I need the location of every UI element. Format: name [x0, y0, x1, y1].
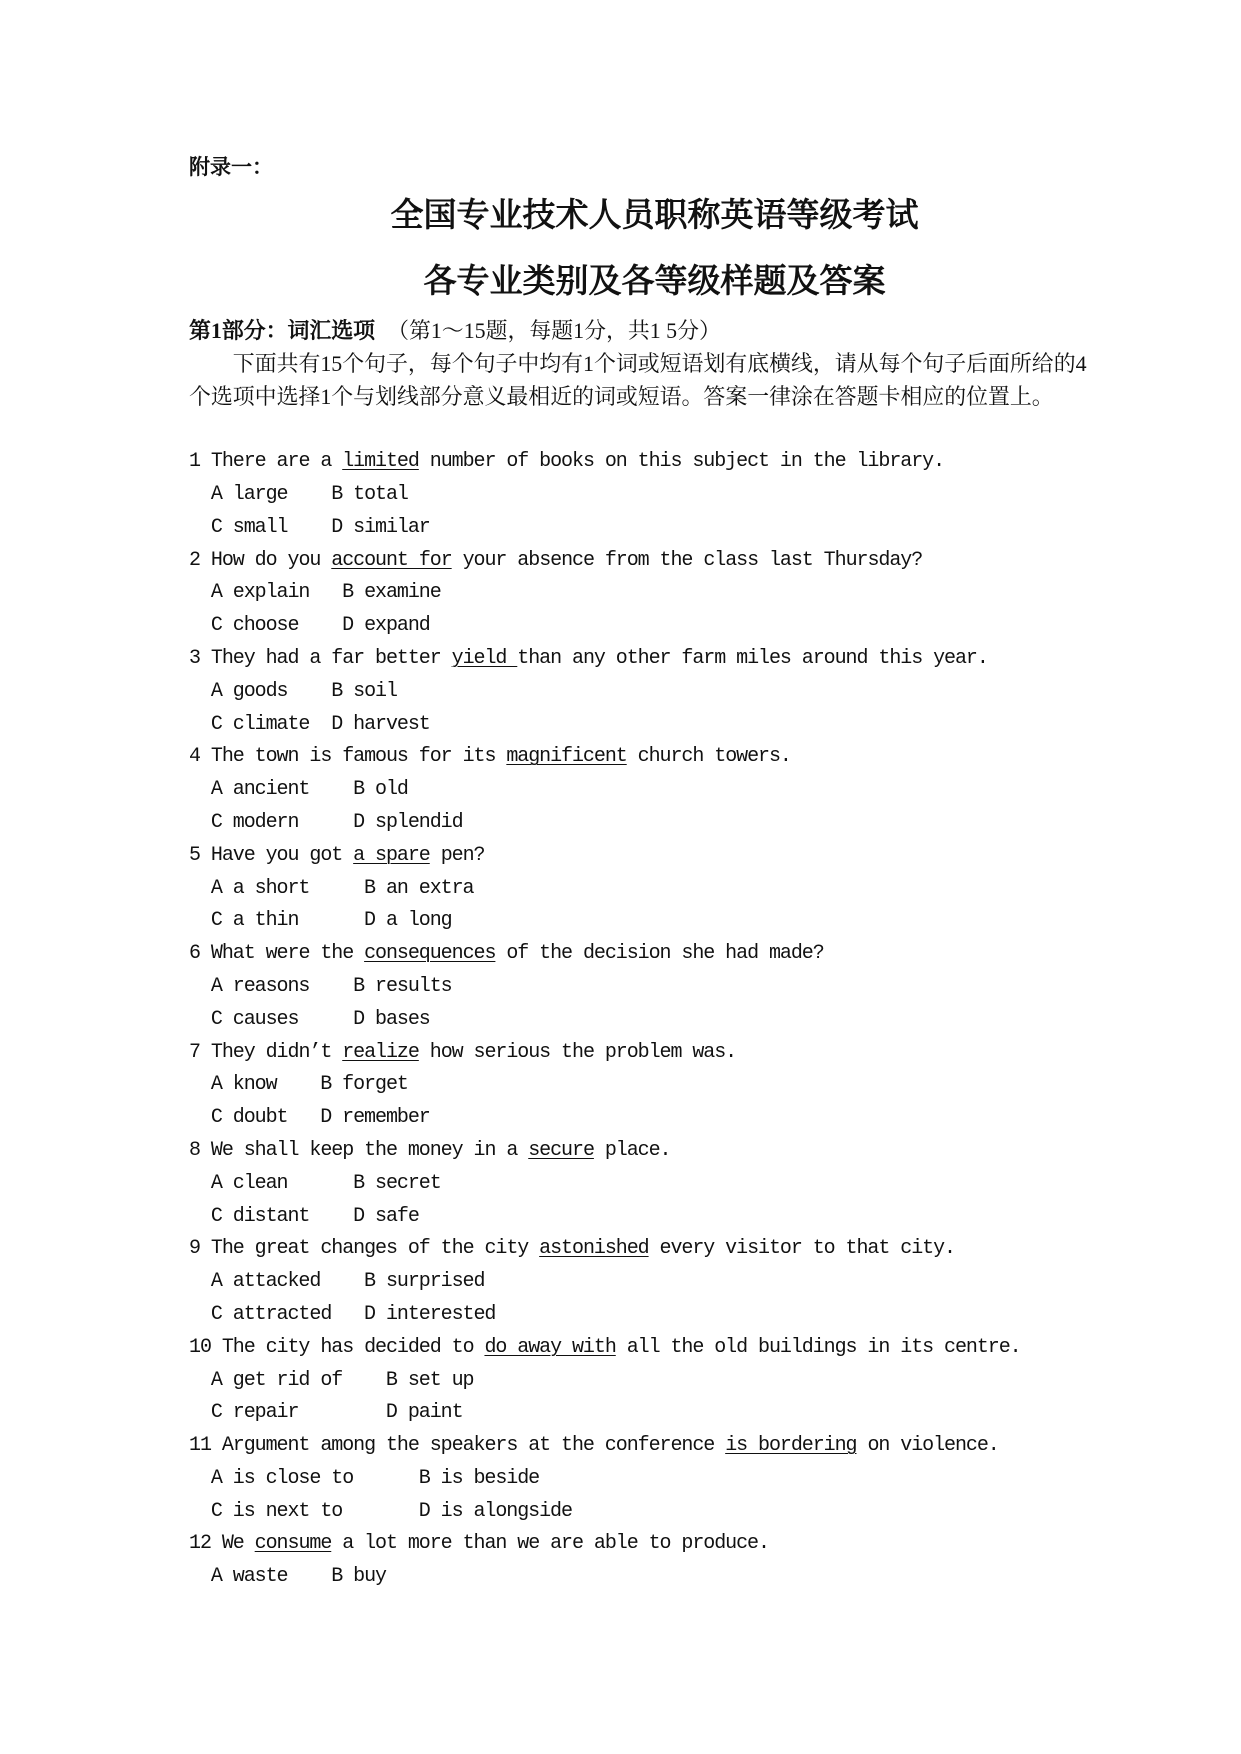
- option-letter: A: [210, 974, 222, 998]
- option-text: is beside: [440, 1466, 540, 1490]
- option-b: [331, 676, 397, 709]
- question-stem: [189, 446, 1120, 479]
- option-letter: B: [385, 1368, 397, 1392]
- option-a: [211, 774, 310, 807]
- option-text: an extra: [385, 876, 474, 900]
- option-c: [211, 1299, 331, 1332]
- option-text: soil: [353, 679, 397, 703]
- option-text: secret: [375, 1171, 441, 1195]
- option-c: [211, 1004, 299, 1037]
- option-b: [353, 1168, 441, 1201]
- question-text-after: of the decision she had made?: [495, 942, 824, 966]
- option-letter: D: [320, 1106, 332, 1130]
- option-row: [189, 873, 1120, 906]
- section-heading: 第1部分：词汇选项: [189, 318, 376, 343]
- question-text-after: a lot more than we are able to produce.: [331, 1532, 769, 1556]
- option-text: remember: [342, 1106, 430, 1130]
- option-d: [353, 1201, 419, 1234]
- question-stem: [189, 1332, 1120, 1365]
- question-text-before: The great changes of the city: [210, 1237, 540, 1261]
- question-number: 5: [189, 843, 200, 867]
- option-b: [342, 577, 441, 610]
- option-text: causes: [232, 1007, 299, 1031]
- question-6: [189, 938, 1120, 1036]
- option-letter: A: [210, 581, 222, 605]
- option-d: [364, 1299, 495, 1332]
- option-row: [189, 1168, 1120, 1201]
- underlined-term: yield: [451, 646, 518, 670]
- option-row: [189, 774, 1120, 807]
- option-row: [189, 971, 1120, 1004]
- question-text-before: They didn’t: [210, 1040, 343, 1064]
- underlined-term: is bordering: [725, 1434, 857, 1458]
- option-row: [189, 1004, 1120, 1037]
- option-text: harvest: [353, 712, 430, 736]
- question-stem: [189, 545, 1120, 578]
- underlined-term: do away with: [484, 1335, 616, 1359]
- option-text: waste: [232, 1565, 288, 1589]
- question-text-after: church towers.: [626, 745, 791, 769]
- question-text-after: on violence.: [856, 1434, 999, 1458]
- option-letter: D: [353, 810, 365, 834]
- option-letter: D: [331, 515, 343, 539]
- option-text: a long: [385, 909, 452, 933]
- question-number: 7: [189, 1040, 200, 1064]
- question-stem: [189, 1528, 1120, 1561]
- option-a: [211, 577, 310, 610]
- question-number: 11: [189, 1434, 211, 1458]
- option-letter: C: [210, 1401, 222, 1425]
- option-letter: A: [210, 1171, 222, 1195]
- question-text-after: than any other farm miles around this year.: [517, 646, 988, 670]
- option-letter: A: [210, 482, 222, 506]
- question-11: [189, 1430, 1120, 1528]
- option-c: [211, 807, 299, 840]
- option-a: [211, 1365, 342, 1398]
- question-4: [189, 741, 1120, 839]
- option-text: expand: [364, 614, 430, 638]
- question-text-after: all the old buildings in its centre.: [615, 1335, 1021, 1359]
- option-letter: A: [210, 876, 222, 900]
- question-number: 8: [189, 1138, 200, 1162]
- option-text: choose: [232, 614, 299, 638]
- instructions-line-1: 下面共有15个句子，每个句子中均有1个词或短语划有底横线，请从每个句子后面所给的4: [232, 350, 1087, 376]
- question-number: 3: [189, 646, 200, 670]
- option-letter: D: [364, 1302, 375, 1326]
- option-letter: C: [210, 712, 222, 736]
- option-row: [189, 1561, 1120, 1594]
- option-letter: A: [210, 778, 222, 802]
- option-text: small: [232, 515, 288, 539]
- option-row: [189, 1397, 1120, 1430]
- option-d: [386, 1397, 463, 1430]
- option-text: buy: [353, 1565, 386, 1589]
- question-number: 6: [189, 942, 200, 966]
- option-letter: D: [385, 1401, 397, 1425]
- option-c: [211, 905, 299, 938]
- question-text-before: Have you got: [210, 843, 354, 867]
- option-text: safe: [375, 1204, 419, 1228]
- option-a: [211, 873, 310, 906]
- option-text: forget: [342, 1073, 408, 1097]
- option-c: [211, 709, 310, 742]
- option-letter: B: [331, 1565, 343, 1589]
- option-row: [189, 1069, 1120, 1102]
- option-d: [364, 905, 452, 938]
- option-d: [331, 512, 430, 545]
- option-row: [189, 1463, 1120, 1496]
- option-text: examine: [364, 581, 441, 605]
- option-row: [189, 1299, 1120, 1332]
- option-text: is close to: [232, 1466, 354, 1490]
- question-10: [189, 1332, 1120, 1430]
- appendix-label: 附录一：: [189, 155, 273, 179]
- option-text: know: [232, 1073, 277, 1097]
- question-number: 10: [189, 1335, 211, 1359]
- underlined-term: limited: [342, 450, 419, 474]
- option-c: [211, 1496, 342, 1529]
- question-text-after: place.: [593, 1138, 671, 1162]
- question-text-before: We: [221, 1532, 255, 1556]
- option-text: splendid: [375, 810, 463, 834]
- underlined-term: astonished: [539, 1237, 649, 1261]
- option-letter: D: [353, 1007, 365, 1031]
- option-row: [189, 610, 1120, 643]
- question-text-after: how serious the problem was.: [418, 1040, 737, 1064]
- question-5: [189, 840, 1120, 938]
- option-text: ancient: [232, 778, 310, 802]
- option-row: [189, 1266, 1120, 1299]
- option-d: [353, 1004, 430, 1037]
- underlined-term: a spare: [353, 843, 430, 867]
- option-letter: C: [210, 1204, 222, 1228]
- option-c: [211, 1397, 299, 1430]
- option-letter: D: [353, 1204, 365, 1228]
- section-score-note: （第1～15题，每题1分，共1 5分）: [387, 318, 721, 343]
- option-letter: A: [210, 1270, 222, 1294]
- option-text: large: [232, 482, 288, 506]
- option-b: [353, 774, 408, 807]
- option-text: modern: [232, 810, 299, 834]
- option-b: [364, 1266, 484, 1299]
- question-stem: [189, 1037, 1120, 1070]
- option-b: [331, 479, 408, 512]
- option-d: [342, 610, 430, 643]
- question-8: [189, 1135, 1120, 1233]
- option-letter: A: [210, 1368, 222, 1392]
- option-row: [189, 577, 1120, 610]
- question-stem: [189, 1233, 1120, 1266]
- option-row: [189, 479, 1120, 512]
- option-letter: B: [331, 679, 343, 703]
- option-row: [189, 807, 1120, 840]
- instructions-line-2: 个选项中选择1个与划线部分意义最相近的词或短语。答案一律涂在答题卡相应的位置上。: [189, 383, 1054, 409]
- option-letter: A: [210, 1073, 222, 1097]
- question-text-before: There are a: [210, 450, 343, 474]
- question-number: 2: [189, 548, 200, 572]
- question-number: 12: [189, 1532, 211, 1556]
- title-line-2: 各专业类别及各等级样题及答案: [423, 264, 886, 300]
- option-letter: B: [342, 581, 354, 605]
- option-letter: B: [353, 974, 365, 998]
- option-text: results: [375, 974, 452, 998]
- option-letter: C: [210, 909, 222, 933]
- underlined-term: realize: [342, 1040, 419, 1064]
- option-c: [211, 512, 288, 545]
- option-text: distant: [232, 1204, 310, 1228]
- option-letter: A: [210, 679, 222, 703]
- option-letter: C: [210, 1106, 222, 1130]
- option-letter: B: [353, 778, 365, 802]
- question-text-before: The town is famous for its: [210, 745, 507, 769]
- question-text-after: number of books on this subject in the library.: [418, 450, 945, 474]
- underlined-term: account for: [331, 548, 452, 572]
- option-d: [331, 709, 430, 742]
- option-a: [211, 1561, 288, 1594]
- option-letter: B: [364, 1270, 375, 1294]
- question-number: 4: [189, 745, 200, 769]
- option-a: [211, 1168, 288, 1201]
- option-letter: B: [353, 1171, 365, 1195]
- option-row: [189, 905, 1120, 938]
- question-text-before: What were the: [210, 942, 365, 966]
- option-letter: B: [364, 876, 375, 900]
- option-a: [211, 676, 288, 709]
- option-letter: B: [331, 482, 343, 506]
- option-letter: D: [364, 909, 375, 933]
- option-text: set up: [407, 1368, 474, 1392]
- option-text: a short: [232, 876, 310, 900]
- option-b: [386, 1365, 474, 1398]
- option-text: attacked: [232, 1270, 321, 1294]
- question-number: 9: [189, 1237, 200, 1261]
- option-text: attracted: [232, 1302, 332, 1326]
- underlined-term: consume: [254, 1532, 332, 1556]
- option-letter: A: [210, 1565, 222, 1589]
- option-text: bases: [375, 1007, 430, 1031]
- option-d: [320, 1102, 429, 1135]
- question-text-after: your absence from the class last Thursday?: [451, 548, 923, 572]
- question-stem: [189, 840, 1120, 873]
- document-body: [189, 315, 1120, 1594]
- option-c: [211, 610, 299, 643]
- option-letter: D: [331, 712, 343, 736]
- option-c: [211, 1102, 288, 1135]
- question-text-after: pen?: [429, 843, 485, 867]
- question-stem: [189, 1135, 1120, 1168]
- question-text-before: We shall keep the money in a: [210, 1138, 529, 1162]
- question-stem: [189, 938, 1120, 971]
- option-text: a thin: [232, 909, 299, 933]
- option-text: is alongside: [440, 1499, 572, 1523]
- option-d: [353, 807, 462, 840]
- option-text: climate: [232, 712, 310, 736]
- question-text-before: They had a far better: [210, 646, 452, 670]
- question-7: [189, 1037, 1120, 1135]
- option-letter: C: [210, 810, 222, 834]
- option-row: [189, 512, 1120, 545]
- underlined-term: secure: [528, 1138, 594, 1162]
- option-row: [189, 1102, 1120, 1135]
- option-row: [189, 1365, 1120, 1398]
- option-b: [419, 1463, 539, 1496]
- option-b: [331, 1561, 386, 1594]
- question-text-before: Argument among the speakers at the conference: [221, 1434, 726, 1458]
- option-text: get rid of: [232, 1368, 343, 1392]
- option-letter: C: [210, 1499, 222, 1523]
- question-9: [189, 1233, 1120, 1331]
- option-b: [364, 873, 473, 906]
- question-1: [189, 446, 1120, 544]
- option-a: [211, 479, 288, 512]
- option-d: [419, 1496, 572, 1529]
- option-row: [189, 709, 1120, 742]
- option-b: [320, 1069, 408, 1102]
- underlined-term: magnificent: [506, 745, 627, 769]
- question-3: [189, 643, 1120, 741]
- option-letter: B: [320, 1073, 332, 1097]
- question-2: [189, 545, 1120, 643]
- option-letter: A: [210, 1466, 222, 1490]
- option-text: is next to: [232, 1499, 343, 1523]
- option-letter: C: [210, 614, 222, 638]
- option-a: [211, 971, 310, 1004]
- option-letter: C: [210, 1302, 222, 1326]
- option-letter: C: [210, 515, 222, 539]
- option-row: [189, 676, 1120, 709]
- underlined-term: consequences: [364, 942, 496, 966]
- question-text-before: The city has decided to: [221, 1335, 485, 1359]
- option-text: surprised: [385, 1270, 485, 1294]
- option-text: explain: [232, 581, 310, 605]
- option-letter: B: [418, 1466, 430, 1490]
- option-row: [189, 1201, 1120, 1234]
- option-c: [211, 1201, 310, 1234]
- option-text: reasons: [232, 974, 310, 998]
- blank-line: [189, 413, 1120, 446]
- question-text-after: every visitor to that city.: [648, 1237, 955, 1261]
- option-a: [211, 1266, 320, 1299]
- option-text: goods: [232, 679, 288, 703]
- question-12: [189, 1528, 1120, 1594]
- option-text: interested: [385, 1302, 496, 1326]
- question-stem: [189, 741, 1120, 774]
- option-text: clean: [232, 1171, 288, 1195]
- option-a: [211, 1069, 277, 1102]
- option-a: [211, 1463, 353, 1496]
- question-stem: [189, 643, 1120, 676]
- option-text: total: [353, 482, 408, 506]
- title-line-1: 全国专业技术人员职称英语等级考试: [390, 198, 919, 234]
- option-letter: D: [342, 614, 354, 638]
- option-b: [353, 971, 452, 1004]
- option-text: old: [375, 778, 408, 802]
- option-text: paint: [407, 1401, 463, 1425]
- option-text: repair: [232, 1401, 299, 1425]
- section-heading-line: [189, 315, 1120, 348]
- option-text: similar: [353, 515, 430, 539]
- option-row: [189, 1496, 1120, 1529]
- question-number: 1: [189, 450, 200, 474]
- option-letter: D: [418, 1499, 430, 1523]
- question-stem: [189, 1430, 1120, 1463]
- question-text-before: How do you: [210, 548, 332, 572]
- option-letter: C: [210, 1007, 222, 1031]
- option-text: doubt: [232, 1106, 288, 1130]
